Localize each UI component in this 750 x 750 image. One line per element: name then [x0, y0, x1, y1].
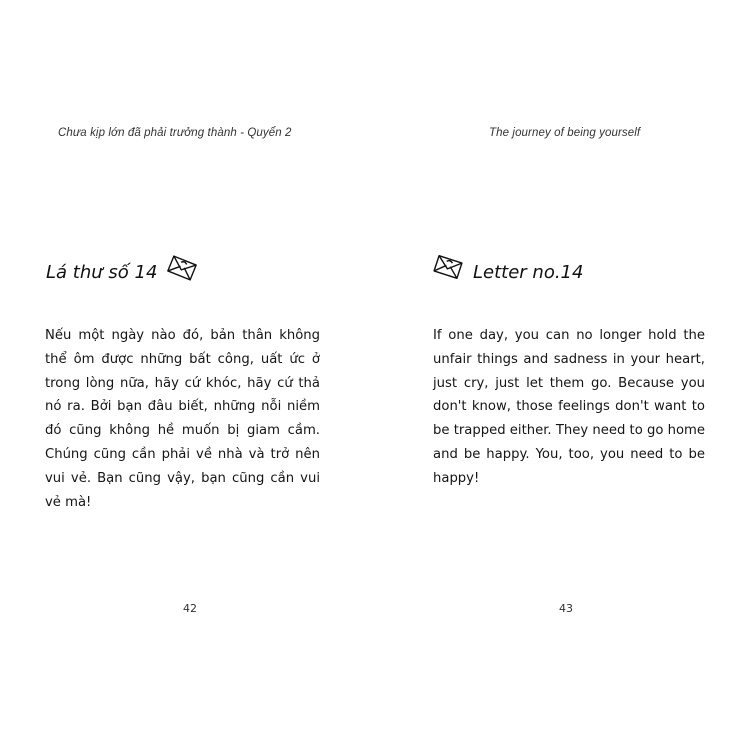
page-number: 43 [559, 602, 573, 615]
heading-title: Letter no.14 [473, 262, 584, 283]
page-number: 42 [183, 602, 197, 615]
letter-body: If one day, you can no longer hold the unfair things and sadness in your heart, just cry, just let them go. Because you don't know, those feelings don't want to be trapped either. They need to go home and be happy. You, too, you need to be happy! [433, 328, 705, 486]
letter-heading [433, 262, 583, 283]
envelope-icon [167, 255, 197, 281]
envelope-icon [433, 254, 463, 280]
letter-heading [46, 262, 197, 283]
running-head: The journey of being yourself [489, 127, 641, 139]
heading-title: Lá thư số 14 [46, 262, 158, 283]
right-page [375, 0, 750, 750]
running-head: Chưa kịp lớn đã phải trưởng thành - Quyển 2 [58, 127, 292, 139]
letter-body: Nếu một ngày nào đó, bản thân không thể ôm được những bất công, uất ức ở trong lòng nữa, hãy cứ khóc, hãy cứ thả nó ra. Bởi bạn đâu biết, những nỗi niềm đó cũng không hề muốn bị giam cầm. Chúng cũng cần phải về nhà và trở nên vui vẻ. Bạn cũng vậy, bạn cũng cần vui vẻ mà! [45, 328, 320, 510]
